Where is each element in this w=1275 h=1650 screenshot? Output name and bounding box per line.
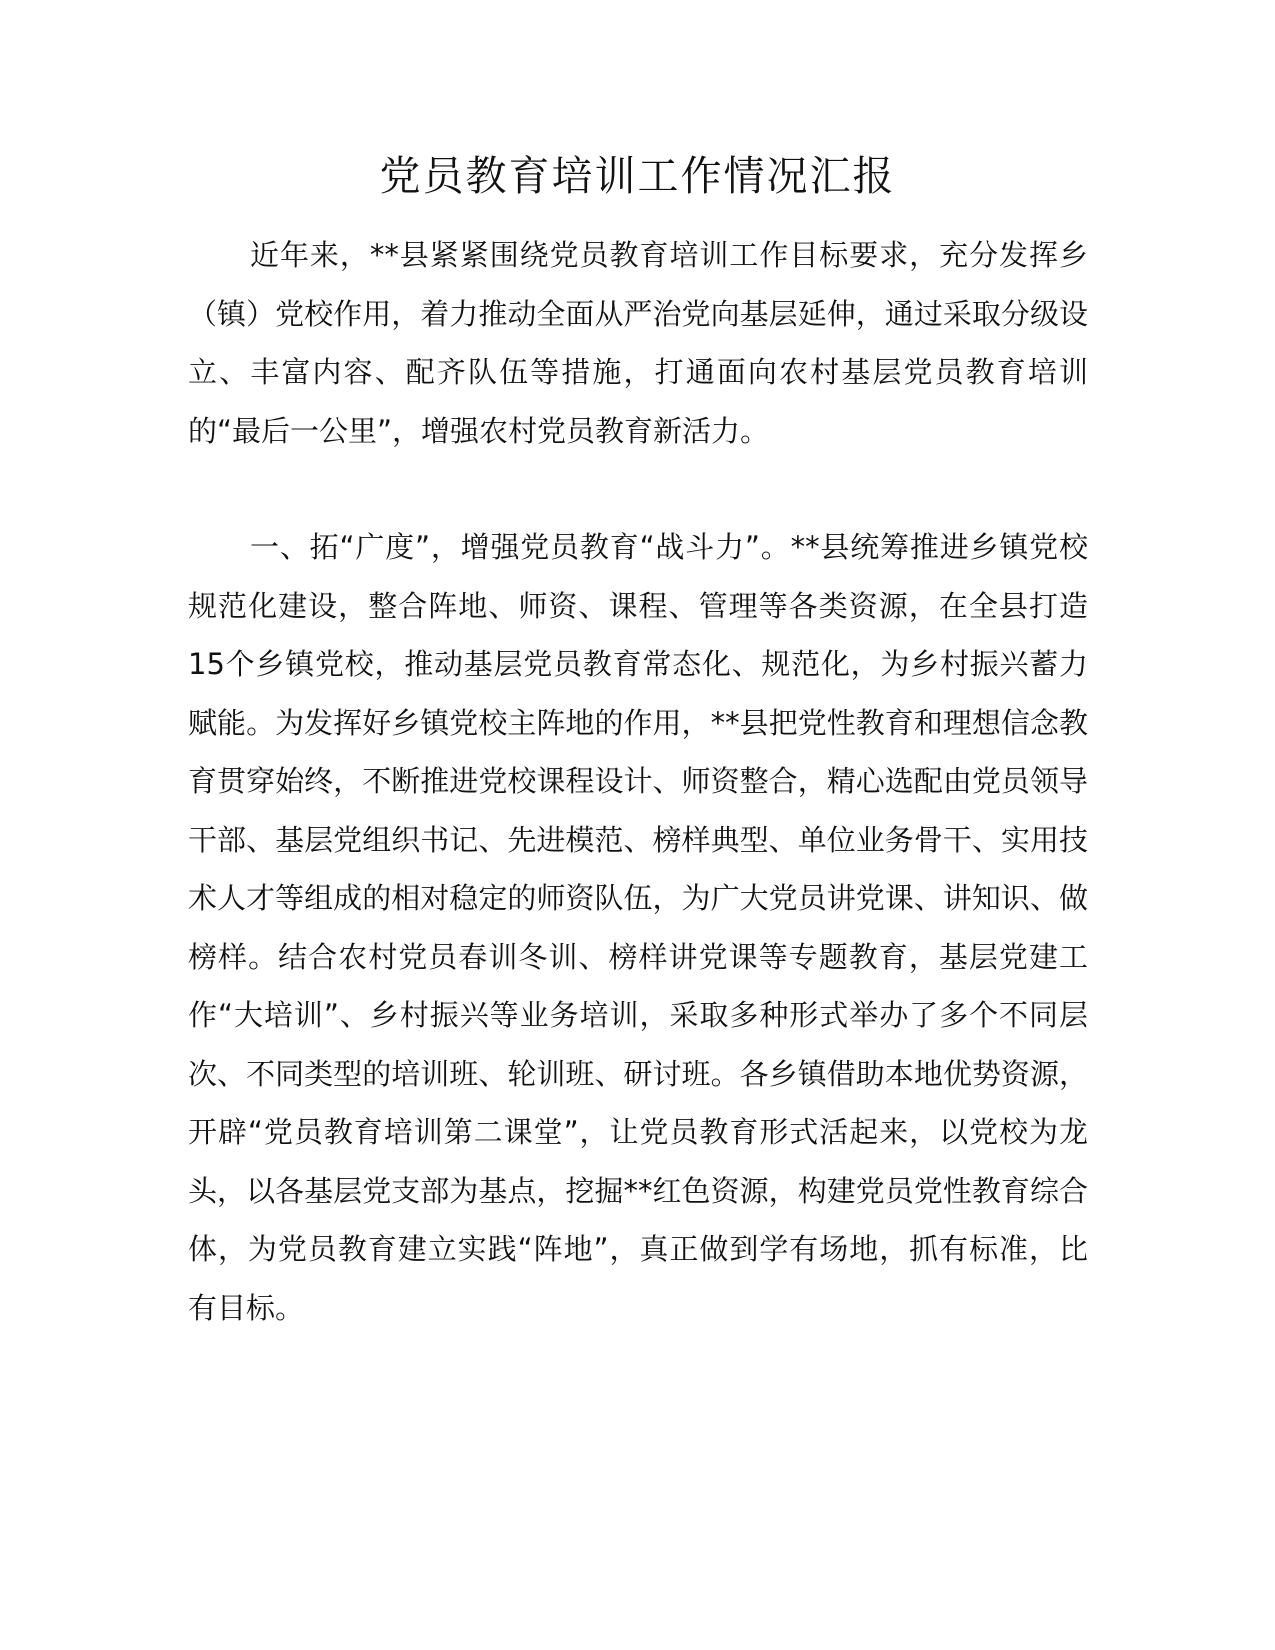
- document-title: 党员教育培训工作情况汇报: [379, 152, 896, 200]
- paragraph-section-one: 一、拓“广度”，增强党员教育“战斗力”。**县统筹推进乡镇党校规范化建设，整合阵地、师资、课程、管理等各类资源，在全县打造15个乡镇党校，推动基层党员教育常态化、规范化，为乡村振兴蓄力赋能。为发挥好乡镇党校主阵地的作用，**县把党性教育和理想信念教育贯穿始终，不断推进党校课程设计、师资整合，精心选配由党员领导干部、基层党组织书记、先进模范、榜样典型、单位业务骨干、实用技术人才等组成的相对稳定的师资队伍，为广大党员讲党课、讲知识、做榜样。结合农村党员春训冬训、榜样讲党课等专题教育，基层党建工作“大培训”、乡村振兴等业务培训，采取多种形式举办了多个不同层次、不同类型的培训班、轮训班、研讨班。各乡镇借助本地优势资源，开辟“党员教育培训第二课堂”，让党员教育形式活起来，以党校为龙头，以各基层党支部为基点，挖掘**红色资源，构建党员党性教育综合体，为党员教育建立实践“阵地”，真正做到学有场地，抓有标准，比有目标。: [188, 530, 1088, 1325]
- paragraph-intro: 近年来，**县紧紧围绕党员教育培训工作目标要求，充分发挥乡（镇）党校作用，着力推动全面从严治党向基层延伸，通过采取分级设立、丰富内容、配齐队伍等措施，打通面向农村基层党员教育培训的“最后一公里”，增强农村党员教育新活力。: [188, 238, 1088, 448]
